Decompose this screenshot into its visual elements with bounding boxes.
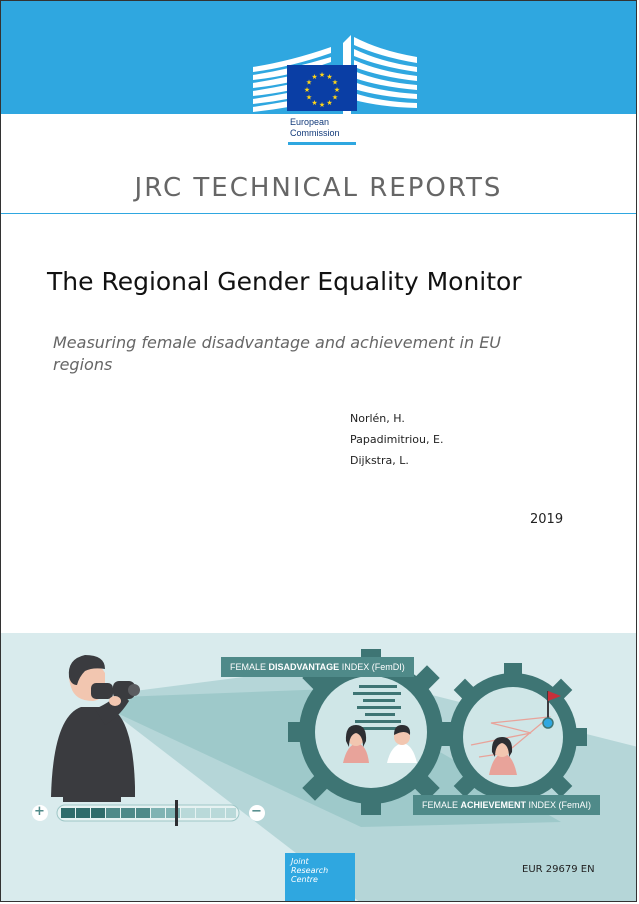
femdi-label	[221, 657, 414, 677]
scale-plus-label: +	[34, 804, 45, 819]
svg-text:★: ★	[333, 86, 341, 94]
svg-text:★: ★	[305, 78, 313, 87]
femdi-label-part1: FEMALE	[230, 662, 269, 672]
divider	[1, 213, 636, 214]
series-title: JRC TECHNICAL REPORTS	[134, 173, 503, 203]
author-list	[350, 408, 443, 471]
svg-text:★: ★	[318, 71, 326, 79]
ec-logo-underline	[288, 142, 356, 145]
jrc-line1: Joint	[291, 857, 309, 866]
report-subtitle: Measuring female disadvantage and achievement in EU regions	[53, 333, 502, 374]
femai-label	[413, 795, 600, 815]
svg-text:★: ★	[303, 86, 311, 94]
femdi-label-part2: INDEX (FemDI)	[339, 662, 405, 672]
svg-text:★: ★	[311, 99, 318, 107]
report-number: EUR 29679 EN	[522, 864, 595, 875]
svg-text:★: ★	[331, 78, 339, 87]
svg-text:★: ★	[305, 93, 313, 102]
femai-label-part1: FEMALE	[422, 800, 461, 810]
svg-text:★: ★	[318, 101, 326, 109]
svg-text:★: ★	[326, 73, 333, 81]
author: Norlén, H.	[350, 412, 405, 425]
ec-logo-line2: Commission	[290, 128, 340, 138]
publication-year: 2019	[530, 512, 564, 527]
jrc-line3: Centre	[291, 875, 318, 884]
femai-label-part2: INDEX (FemAI)	[526, 800, 592, 810]
ec-logo-text	[290, 117, 340, 139]
femai-label-bold: ACHIEVEMENT	[460, 800, 527, 810]
eu-flag	[287, 65, 357, 111]
person-with-binoculars	[51, 655, 140, 802]
author: Papadimitriou, E.	[350, 433, 444, 446]
ec-logo-line1: European	[290, 117, 330, 127]
scale-minus-label: −	[251, 804, 262, 819]
jrc-logo	[285, 853, 355, 902]
eu-stars-icon	[287, 65, 357, 111]
svg-text:★: ★	[326, 99, 333, 107]
femdi-label-bold: DISADVANTAGE	[268, 662, 340, 672]
jrc-line2: Research	[291, 866, 329, 875]
report-title: The Regional Gender Equality Monitor	[47, 267, 522, 296]
author: Dijkstra, L.	[350, 454, 409, 467]
right-gear	[439, 663, 587, 811]
svg-text:★: ★	[311, 73, 318, 81]
svg-text:★: ★	[331, 93, 339, 102]
scale-slider	[32, 800, 265, 826]
